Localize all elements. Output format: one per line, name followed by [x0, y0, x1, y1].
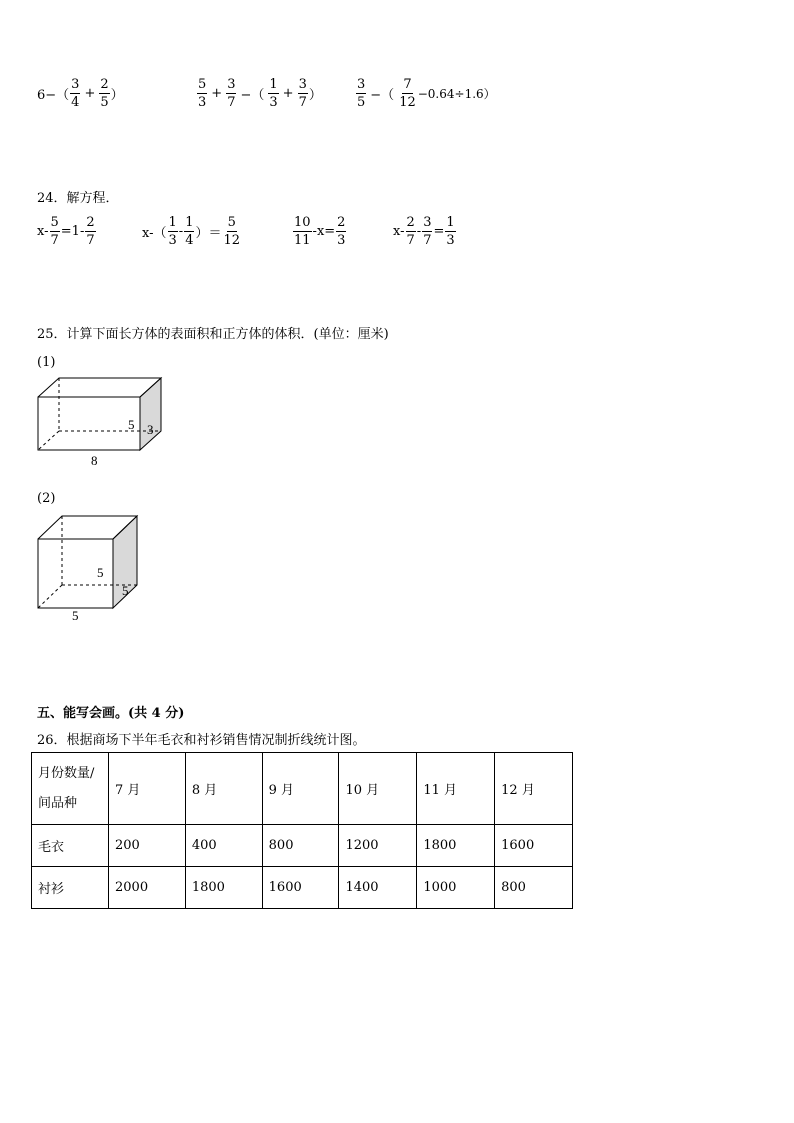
- operator: −（: [240, 88, 265, 103]
- fraction: $\frac{1}{3}$: [446, 215, 455, 248]
- corner-line-2: 间品种: [38, 795, 78, 811]
- row-name: 毛衣: [32, 825, 109, 867]
- equation-4: [393, 216, 457, 247]
- table-row: [32, 825, 573, 867]
- operator: −（: [370, 88, 395, 103]
- fraction: $\frac{3}{7}$: [227, 77, 236, 110]
- equation-2: [142, 216, 242, 247]
- eq-text: =1-: [60, 224, 85, 239]
- eq-text: x-: [393, 224, 405, 239]
- question-26-title: 26．根据商场下半年毛衣和衬衫销售情况制折线统计图。: [37, 733, 366, 748]
- fraction: $\frac{5}{12}$: [223, 215, 241, 248]
- eq-text: x-（: [142, 226, 167, 241]
- figure-1-label: (1): [37, 355, 56, 370]
- fraction: $\frac{2}{7}$: [86, 215, 95, 248]
- operator: +: [282, 86, 294, 101]
- height-label: 3: [147, 422, 154, 437]
- table-cell: 2000: [109, 867, 186, 909]
- fraction: $\frac{1}{4}$: [185, 215, 194, 248]
- table-cell: 400: [185, 825, 262, 867]
- table-corner-cell: [32, 753, 109, 825]
- table-cell: 1800: [417, 825, 495, 867]
- month-header: 8 月: [185, 753, 262, 825]
- expr-text: 6−（: [37, 88, 70, 103]
- fraction: $\frac{3}{5}$: [357, 77, 366, 110]
- row-name: 衬衫: [32, 867, 109, 909]
- width-label: 5: [122, 583, 129, 598]
- fraction: $\frac{2}{7}$: [406, 215, 415, 248]
- fraction: $\frac{1}{3}$: [269, 77, 278, 110]
- cube-figure: [30, 508, 150, 626]
- eq-text: ）＝: [195, 226, 222, 241]
- fraction: $\frac{7}{12}$: [399, 77, 416, 110]
- height-label: 5: [97, 565, 104, 580]
- table-cell: 1600: [262, 867, 339, 909]
- table-row: [32, 867, 573, 909]
- cuboid-front-face: [38, 397, 140, 450]
- fraction: $\frac{3}{7}$: [423, 215, 432, 248]
- month-header: 12 月: [495, 753, 573, 825]
- expr-text: −0.64÷1.6）: [417, 87, 496, 101]
- table-cell: 800: [262, 825, 339, 867]
- fraction: $\frac{1}{3}$: [168, 215, 177, 248]
- eq-text: -: [178, 224, 184, 239]
- month-header: 7 月: [109, 753, 186, 825]
- month-header: 11 月: [417, 753, 495, 825]
- eq-text: -: [416, 224, 422, 239]
- table-header-row: [32, 753, 573, 825]
- expression-1: [37, 78, 124, 109]
- table-cell: 1200: [339, 825, 417, 867]
- figure-2-label: (2): [37, 491, 56, 506]
- fraction: $\frac{2}{5}$: [100, 77, 109, 110]
- expression-2: [196, 78, 322, 109]
- eq-text: x-: [37, 224, 49, 239]
- equation-1: [37, 216, 97, 247]
- expr-text: ）: [110, 88, 124, 103]
- month-header: 10 月: [339, 753, 417, 825]
- question-25-title: 25．计算下面长方体的表面积和正方体的体积．(单位：厘米): [37, 327, 389, 342]
- eq-text: -x=: [312, 224, 336, 239]
- length-label: 5: [72, 608, 79, 623]
- fraction: $\frac{3}{4}$: [71, 77, 80, 110]
- operator: +: [84, 86, 96, 101]
- table-cell: 1400: [339, 867, 417, 909]
- corner-line-1: 月份数量/: [38, 765, 95, 781]
- table-cell: 1000: [417, 867, 495, 909]
- table-cell: 200: [109, 825, 186, 867]
- hidden-edge: [38, 585, 62, 608]
- equation-3: [292, 216, 347, 247]
- eq-text: =: [433, 224, 445, 239]
- hidden-edge: [38, 431, 59, 450]
- operator: +: [211, 86, 223, 101]
- fraction: $\frac{5}{3}$: [198, 77, 207, 110]
- width-label: 5: [128, 417, 135, 432]
- table-cell: 1600: [495, 825, 573, 867]
- table-cell: 1800: [185, 867, 262, 909]
- month-header: 9 月: [262, 753, 339, 825]
- length-label: 8: [91, 453, 98, 468]
- sales-table: [31, 752, 573, 909]
- expression-3: [355, 78, 496, 109]
- expr-text: ）: [308, 88, 322, 103]
- fraction: $\frac{5}{7}$: [50, 215, 59, 248]
- cuboid-top-face: [38, 378, 161, 397]
- question-24-title: 24．解方程．: [37, 191, 119, 206]
- table-cell: 800: [495, 867, 573, 909]
- fraction: $\frac{3}{7}$: [298, 77, 307, 110]
- fraction: $\frac{2}{3}$: [337, 215, 346, 248]
- cuboid-figure: [30, 372, 170, 472]
- cuboid-side-face: [140, 378, 161, 450]
- section-5-title: 五、能写会画。(共 4 分): [37, 706, 185, 721]
- fraction: $\frac{10}{11}$: [294, 215, 311, 248]
